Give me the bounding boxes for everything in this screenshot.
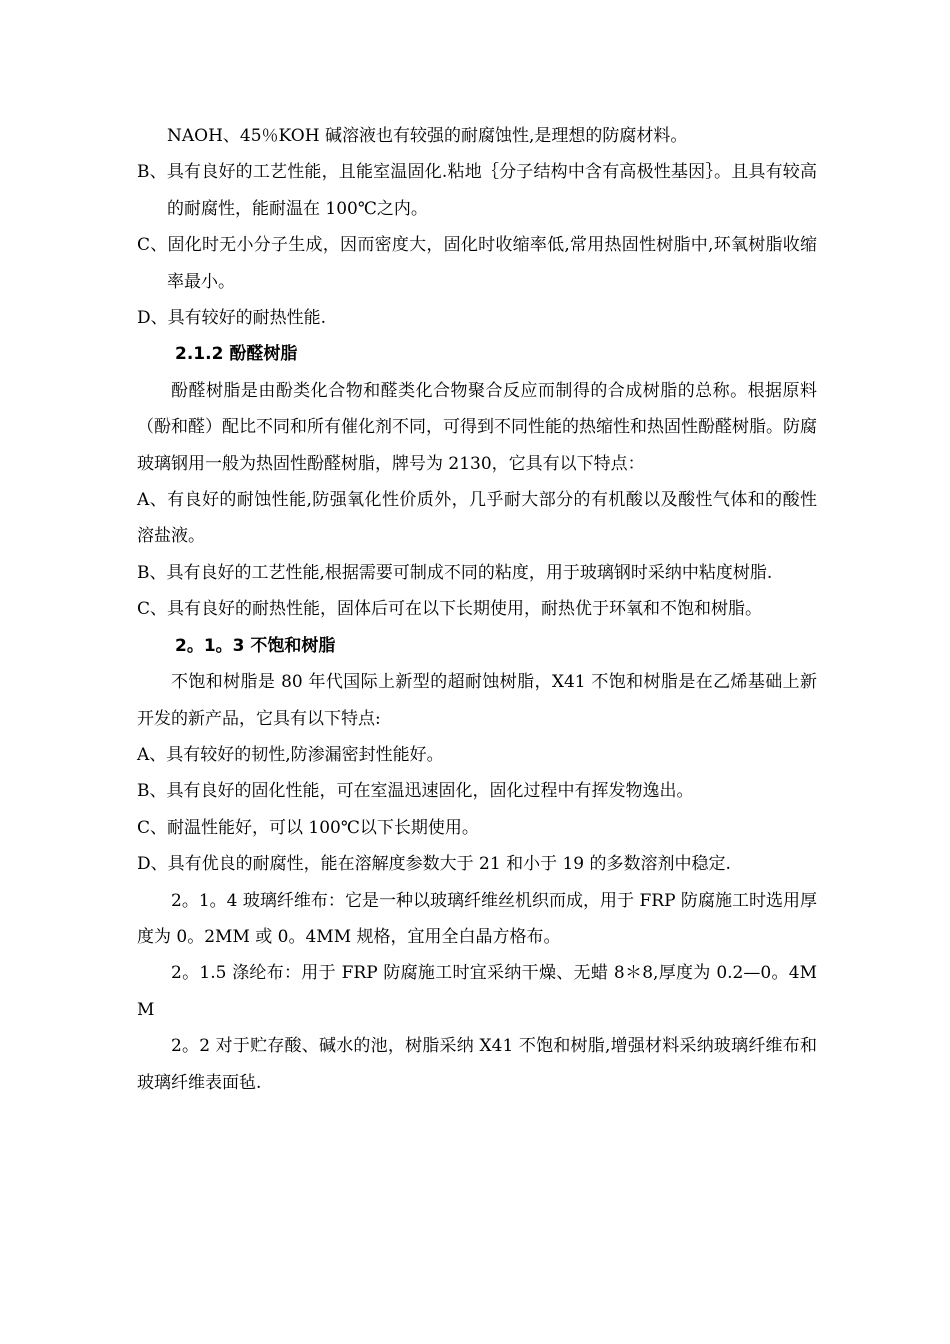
paragraph-acid-alkali-pool: 2。2 对于贮存酸、碱水的池，树脂采纳 X41 不饱和树脂,增强材料采纳玻璃纤维布和玻璃纤维表面毡. <box>137 1036 817 1093</box>
section-heading-phenolic-resin: 2.1.2 酚醛树脂 <box>175 344 298 365</box>
list-item-a-toughness: A、具有较好的韧性,防渗漏密封性能好。 <box>137 744 444 765</box>
document-body <box>137 118 817 1101</box>
list-item-b-curing: B、具有良好的固化性能，可在室温迅速固化，固化过程中有挥发物逸出。 <box>137 781 694 802</box>
paragraph-polyester-cloth: 2。1.5 涤纶布：用于 FRP 防腐施工时宜采纳干燥、无蜡 8＊8,厚度为 0.2—0。4MM <box>137 963 817 1020</box>
section-heading-unsaturated-resin: 2。1。3 不饱和树脂 <box>175 635 336 656</box>
list-item-a-corrosion-resistance: A、有良好的耐蚀性能,防强氧化性价质外，几乎耐大部分的有机酸以及酸性气体和的酸性溶盐液。 <box>137 490 817 547</box>
paragraph-alkali-resistance: NAOH、45％KOH 碱溶液也有较强的耐腐蚀性,是理想的防腐材料。 <box>167 126 688 146</box>
paragraph-unsaturated-resin: 不饱和树脂是 80 年代国际上新型的超耐蚀树脂，X41 不饱和树脂是在乙烯基础上新开发的新产品，它具有以下特点: <box>137 672 817 729</box>
list-item-d-heat-resistance: D、具有较好的耐热性能. <box>137 308 327 329</box>
list-item-b-viscosity: B、具有良好的工艺性能,根据需要可制成不同的粘度，用于玻璃钢时采纳中粘度树脂. <box>137 562 773 583</box>
list-item-d-solvent-stability: D、具有优良的耐腐性，能在溶解度参数大于 21 和小于 19 的多数溶剂中稳定. <box>137 854 731 875</box>
paragraph-phenolic-resin: 酚醛树脂是由酚类化合物和醛类化合物聚合反应而制得的合成树脂的总称。根据原料（酚和醛）配比不同和所有催化剂不同，可得到不同性能的热缩性和热固性酚醛树脂。防腐玻璃钢用一般为热固性酚醛树脂，牌号为 2130，它具有以下特点： <box>137 380 817 474</box>
list-item-b-process-performance: B、具有良好的工艺性能，且能室温固化.粘地｛分子结构中含有高极性基因｝。且具有较高的耐腐性，能耐温在 100℃之内。 <box>137 162 817 219</box>
list-item-c-heat-performance: C、具有良好的耐热性能，固体后可在以下长期使用，耐热优于环氧和不饱和树脂。 <box>137 599 763 620</box>
paragraph-glass-fiber-cloth: 2。1。4 玻璃纤维布：它是一种以玻璃纤维丝机织而成，用于 FRP 防腐施工时选用厚度为 0。2MM 或 0。4MM 规格，宜用全白晶方格布。 <box>137 890 817 947</box>
list-item-c-temperature: C、耐温性能好，可以 100℃以下长期使用。 <box>137 817 479 838</box>
list-item-c-curing-shrinkage: C、固化时无小分子生成，因而密度大，固化时收缩率低,常用热固性树脂中,环氧树脂收缩率最小。 <box>137 235 817 292</box>
